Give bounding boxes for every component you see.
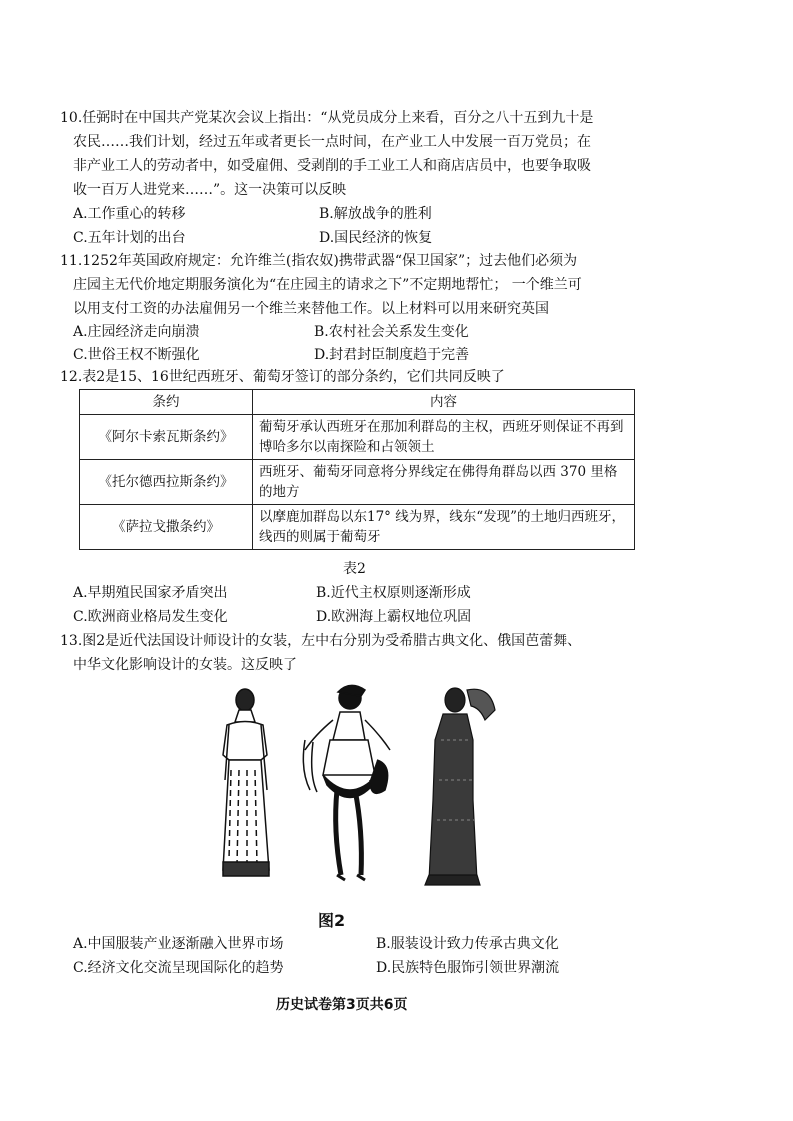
table-cell-treaty-name: 《阿尔卡索瓦斯条约》 bbox=[80, 415, 253, 460]
table-header-treaty: 条约 bbox=[80, 390, 253, 415]
question-11-option-a[interactable]: A.庄园经济走向崩溃 bbox=[73, 324, 200, 340]
table-cell-treaty-name: 《萨拉戈撒条约》 bbox=[80, 505, 253, 550]
ballet-style-dress-figure bbox=[303, 685, 390, 880]
table-row bbox=[80, 460, 635, 505]
table-row bbox=[80, 415, 635, 460]
question-10-stem-line-4: 收一百万人进党来……”。这一决策可以反映 bbox=[73, 182, 347, 198]
question-10-option-a[interactable]: A.工作重心的转移 bbox=[73, 206, 186, 222]
question-13-stem-line-2: 中华文化影响设计的女装。这反映了 bbox=[73, 657, 297, 673]
question-12-option-b[interactable]: B.近代主权原则逐渐形成 bbox=[316, 585, 471, 601]
table-cell-treaty-content: 葡萄牙承认西班牙在那加利群岛的主权，西班牙则保证不再到博哈多尔以南探险和占领领土 bbox=[253, 415, 635, 460]
question-10-option-b[interactable]: B.解放战争的胜利 bbox=[319, 206, 432, 222]
question-12-stem: 12.表2是15、16世纪西班牙、葡萄牙签订的部分条约，它们共同反映了 bbox=[60, 369, 505, 385]
question-11-stem-line-1: 11.1252年英国政府规定：允许维兰(指农奴)携带武器“保卫国家”；过去他们必须为 bbox=[60, 253, 578, 269]
question-12-option-d[interactable]: D.欧洲海上霸权地位巩固 bbox=[316, 609, 472, 625]
table-row bbox=[80, 505, 635, 550]
question-13-option-d[interactable]: D.民族特色服饰引领世界潮流 bbox=[376, 960, 560, 976]
question-10-stem-line-2: 农民……我们计划，经过五年或者更长一点时间，在产业工人中发展一百万党员；在 bbox=[73, 134, 591, 150]
table-header-row bbox=[80, 390, 635, 415]
question-12-option-a[interactable]: A.早期殖民国家矛盾突出 bbox=[73, 585, 228, 601]
question-11-option-d[interactable]: D.封君封臣制度趋于完善 bbox=[314, 347, 470, 363]
question-11-stem-line-3: 以用支付工资的办法雇佣另一个维兰来替他工作。以上材料可以用来研究英国 bbox=[73, 301, 549, 317]
greek-style-dress-figure bbox=[223, 689, 269, 876]
question-11-option-b[interactable]: B.农村社会关系发生变化 bbox=[314, 324, 469, 340]
table-caption: 表2 bbox=[343, 561, 366, 577]
question-13-option-a[interactable]: A.中国服装产业逐渐融入世界市场 bbox=[73, 936, 284, 952]
chinese-style-dress-figure bbox=[425, 688, 495, 885]
question-13-option-b[interactable]: B.服装设计致力传承古典文化 bbox=[376, 936, 559, 952]
figure-caption: 图2 bbox=[318, 911, 346, 930]
question-10-option-c[interactable]: C.五年计划的出台 bbox=[73, 230, 186, 246]
treaty-table bbox=[79, 389, 635, 550]
question-10-option-d[interactable]: D.国民经济的恢复 bbox=[319, 230, 433, 246]
page-footer: 历史试卷第3页共6页 bbox=[276, 997, 408, 1013]
table-cell-treaty-content: 西班牙、葡萄牙同意将分界线定在佛得角群岛以西 370 里格的地方 bbox=[253, 460, 635, 505]
question-13-option-c[interactable]: C.经济文化交流呈现国际化的趋势 bbox=[73, 960, 284, 976]
question-13-stem-line-1: 13.图2是近代法国设计师设计的女装，左中右分别为受希腊古典文化、俄国芭蕾舞、 bbox=[60, 633, 582, 649]
fashion-illustration bbox=[205, 680, 505, 900]
question-12-option-c[interactable]: C.欧洲商业格局发生变化 bbox=[73, 609, 228, 625]
question-11-option-c[interactable]: C.世俗王权不断强化 bbox=[73, 347, 200, 363]
question-10-stem-line-3: 非产业工人的劳动者中，如受雇佣、受剥削的手工业工人和商店店员中，也要争取吸 bbox=[73, 158, 591, 174]
question-11-stem-line-2: 庄园主无代价地定期服务演化为“在庄园主的请求之下”不定期地帮忙； 一个维兰可 bbox=[73, 277, 582, 293]
question-10-stem-line-1: 10.任弼时在中国共产党某次会议上指出：“从党员成分上来看，百分之八十五到九十是 bbox=[60, 110, 594, 126]
table-cell-treaty-name: 《托尔德西拉斯条约》 bbox=[80, 460, 253, 505]
table-cell-treaty-content: 以摩鹿加群岛以东17° 线为界，线东“发现”的土地归西班牙，线西的则属于葡萄牙 bbox=[253, 505, 635, 550]
table-header-content: 内容 bbox=[253, 390, 635, 415]
